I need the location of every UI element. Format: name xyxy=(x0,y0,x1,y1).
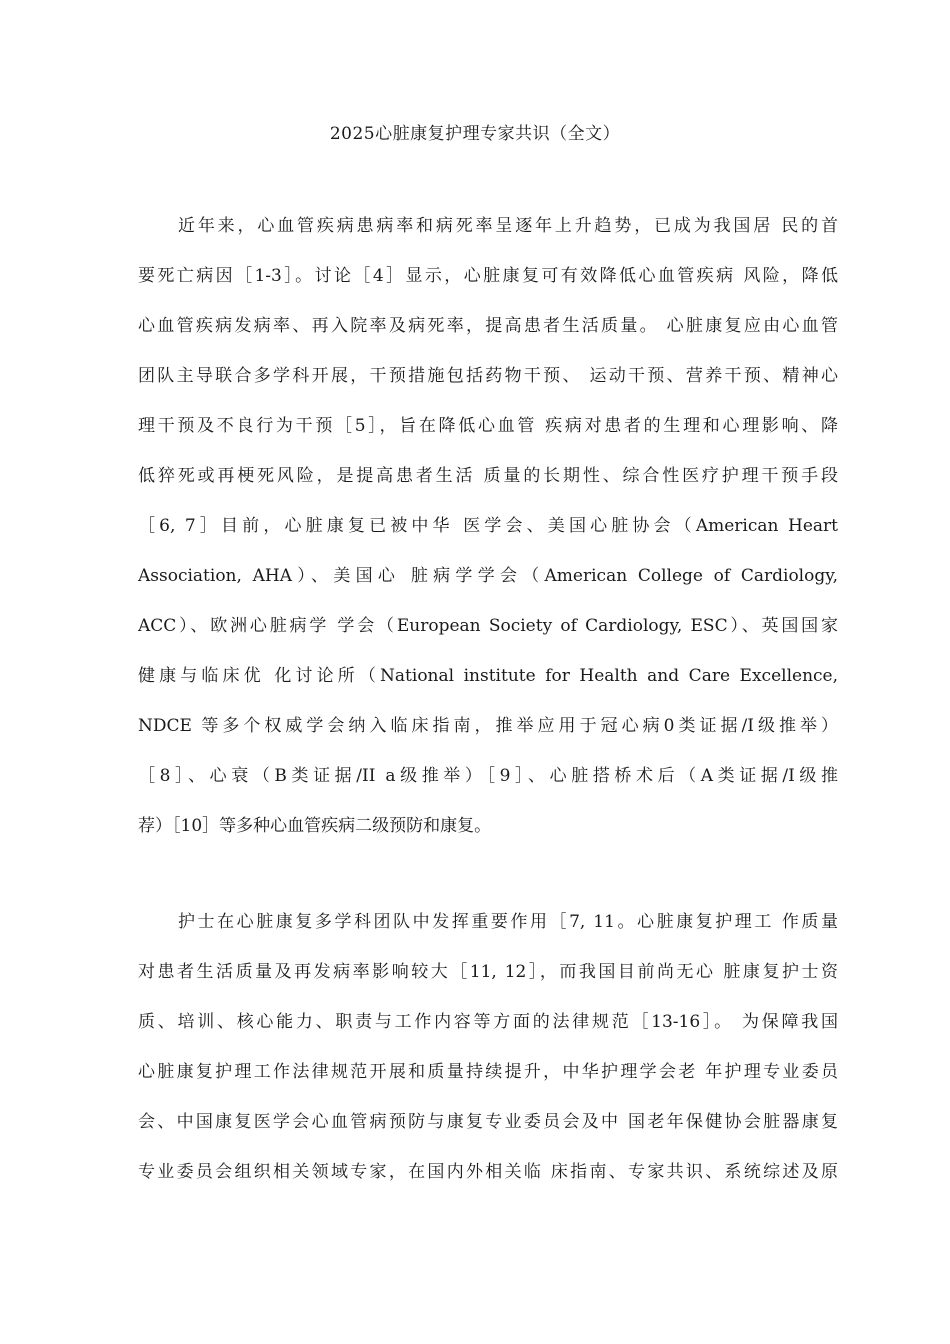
paragraph-line: 健康与临床优 化讨论所（National institute for Health and Care Excellence, xyxy=(138,666,838,686)
paragraph-line: 团队主导联合多学科开展，干预措施包括药物干预、 运动干预、营养干预、精神心 xyxy=(138,366,838,386)
paragraph-line: 理干预及不良行为干预［5］，旨在降低心血管 疾病对患者的生理和心理影响、降 xyxy=(138,416,838,436)
paragraph-introduction xyxy=(138,214,838,864)
paragraph-line: 低猝死或再梗死风险，是提高患者生活 质量的长期性、综合性医疗护理干预手段 xyxy=(138,466,838,486)
paragraph-line: Association, AHA）、美国心 脏病学学会（American College of Cardiology, xyxy=(138,566,838,586)
paragraph-line: 荐）［10］等多种心血管疾病二级预防和康复。 xyxy=(138,816,492,836)
paragraph-line: 质、培训、核心能力、职责与工作内容等方面的法律规范［13-16］。 为保障我国 xyxy=(138,1012,838,1032)
paragraph-line: 要死亡病因［1-3］。讨论［4］显示，心脏康复可有效降低心血管疾病 风险，降低 xyxy=(138,266,838,286)
paragraph-line: NDCE 等多个权威学会纳入临床指南，推举应用于冠心病0类证据/I级推举） xyxy=(138,716,838,736)
paragraph-line: ACC）、欧洲心脏病学 学会（European Society of Cardiology, ESC）、英国国家 xyxy=(138,616,838,636)
paragraph-line: ［6, 7］目前，心脏康复已被中华 医学会、美国心脏协会（American Heart xyxy=(138,516,838,536)
paragraph-line: 会、中国康复医学会心血管病预防与康复专业委员会及中 国老年保健协会脏器康复 xyxy=(138,1112,838,1132)
paragraph-line: 对患者生活质量及再发病率影响较大［11, 12］，而我国目前尚无心 脏康复护士资 xyxy=(138,962,838,982)
document-title: 2025心脏康复护理专家共识（全文） xyxy=(329,124,621,144)
paragraph-line: 专业委员会组织相关领域专家，在国内外相关临 床指南、专家共识、系统综述及原 xyxy=(138,1162,838,1182)
paragraph-line: 近年来，心血管疾病患病率和病死率呈逐年上升趋势，已成为我国居 民的首 xyxy=(178,216,838,236)
paragraph-line: 护士在心脏康复多学科团队中发挥重要作用［7, 11。心脏康复护理工 作质量 xyxy=(178,912,838,932)
paragraph-nursing-role xyxy=(138,910,838,1210)
paragraph-line: 心脏康复护理工作法律规范开展和质量持续提升，中华护理学会老 年护理专业委员 xyxy=(138,1062,838,1082)
paragraph-line: 心血管疾病发病率、再入院率及病死率，提高患者生活质量。 心脏康复应由心血管 xyxy=(138,316,838,336)
paragraph-line: ［8］、心衰（B类证据/II a级推举）［9］、心脏搭桥术后（A类证据/I级推 xyxy=(138,766,838,786)
